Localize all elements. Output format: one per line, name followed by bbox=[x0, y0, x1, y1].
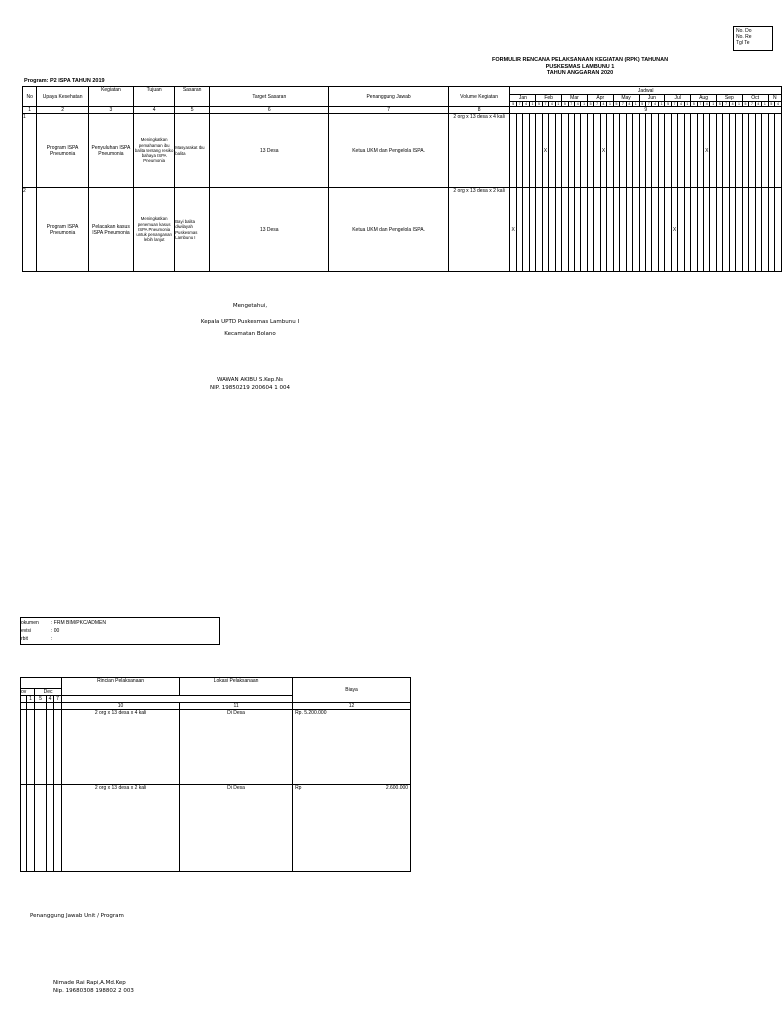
blank-cell bbox=[27, 710, 35, 785]
week-cell: 7 bbox=[568, 102, 574, 107]
schedule-cell bbox=[775, 188, 782, 272]
week-cell: 4 bbox=[549, 102, 555, 107]
week-cell: 4 bbox=[652, 102, 658, 107]
pj-signature bbox=[30, 912, 230, 920]
program-label: Program: P2 ISPA TAHUN 2019 bbox=[24, 78, 105, 84]
header-upaya: Upaya Kesehatan bbox=[37, 87, 88, 107]
col-number-cell: 6 bbox=[210, 107, 329, 114]
doc-info-key: rbit bbox=[21, 636, 28, 642]
tujuan-cell: Meningkatkan pemahaman ibu balita tentang resiko bahaya ISPA Pneumonia bbox=[134, 114, 175, 188]
doc-info-key: okumen bbox=[21, 620, 39, 626]
upaya-kesehatan-cell: Program ISPA Pneumonia bbox=[37, 188, 88, 272]
schedule-mark: X bbox=[671, 188, 677, 272]
doc-number-label: No. Do bbox=[736, 28, 752, 34]
blank-cell bbox=[35, 703, 47, 710]
week-cell: 5 bbox=[742, 102, 748, 107]
target-cell: 13 Desa bbox=[210, 188, 329, 272]
schedule-mark: X bbox=[600, 114, 606, 188]
week-cell: 7 bbox=[54, 696, 62, 703]
month-cell: Oct bbox=[742, 95, 768, 102]
penanggung-jawab-cell: Ketua UKM dan Pengelola ISPA. bbox=[329, 188, 448, 272]
week-cell: 7 bbox=[671, 102, 677, 107]
week-cell: 7 bbox=[594, 102, 600, 107]
blank-cell bbox=[35, 785, 47, 872]
kegiatan-cell: Pelacakan kasus ISPA Pneumonia bbox=[88, 188, 133, 272]
week-cell: 4 bbox=[704, 102, 710, 107]
head-nip: NIP. 19850219 200604 1 004 bbox=[210, 385, 290, 391]
week-cell: 4 bbox=[600, 102, 606, 107]
week-cell: 1 bbox=[581, 102, 587, 107]
col-number-cell: 5 bbox=[175, 107, 210, 114]
week-cell: 4 bbox=[626, 102, 632, 107]
month-cell: Jun bbox=[639, 95, 665, 102]
month-cell: N bbox=[768, 95, 781, 102]
blank-cell bbox=[35, 710, 47, 785]
week-cell: 7 bbox=[645, 102, 651, 107]
blank-cell bbox=[54, 710, 62, 785]
rincian-row2: 2 org x 13 desa x 2 kali bbox=[62, 785, 180, 872]
header-sasaran: Sasaran bbox=[175, 87, 210, 107]
blank-cell bbox=[47, 710, 54, 785]
doc-info-row bbox=[21, 620, 219, 626]
doc-info-value: : 00 bbox=[51, 628, 60, 634]
week-cell: 1 bbox=[529, 102, 535, 107]
week-cell: 4 bbox=[775, 102, 782, 107]
blank-cell bbox=[47, 785, 54, 872]
month-cell: Feb bbox=[536, 95, 562, 102]
col-number-cell: 4 bbox=[134, 107, 175, 114]
doc-info-row bbox=[21, 636, 219, 642]
rincian-table bbox=[20, 677, 411, 872]
week-cell: 4 bbox=[523, 102, 529, 107]
month-cell: Aug bbox=[691, 95, 717, 102]
head-name: WAWAN AKIBU S.Kep.Ns bbox=[216, 377, 284, 383]
doc-date-label: Tgl Te bbox=[736, 40, 750, 46]
week-cell: 7 bbox=[723, 102, 729, 107]
header-jadwal: Jadwal bbox=[510, 87, 782, 95]
week-cell: 5 bbox=[639, 102, 645, 107]
week-cell: 5 bbox=[716, 102, 722, 107]
row-number: 2 bbox=[23, 188, 37, 272]
row-number: 1 bbox=[23, 114, 37, 188]
rpk-table bbox=[22, 86, 782, 272]
kepala-title: Kepala UPTD Puskesmas Lambunu I bbox=[200, 319, 300, 325]
spacer-cell bbox=[62, 696, 293, 703]
month-cell: Apr bbox=[587, 95, 613, 102]
month-dec: Dec bbox=[35, 689, 62, 696]
pj-title: Penanggung Jawab Unit / Program bbox=[30, 913, 124, 919]
col-number-11: 11 bbox=[180, 703, 293, 710]
schedule-mark: X bbox=[542, 114, 548, 188]
mengetahui-text: Mengetahui, bbox=[232, 303, 268, 309]
biaya-row2-wrap bbox=[295, 785, 408, 791]
month-nov: ov bbox=[21, 689, 35, 696]
header-penanggung-jawab: Penanggung Jawab bbox=[329, 87, 448, 107]
kecamatan-text: Kecamatan Bolano bbox=[224, 331, 276, 337]
form-title-line2: PUSKESMAS LAMBUNU 1 bbox=[545, 63, 615, 70]
month-cell: Jul bbox=[665, 95, 691, 102]
biaya-row2-currency: Rp bbox=[295, 785, 302, 791]
biaya-row2 bbox=[293, 785, 411, 872]
kegiatan-cell: Penyuluhan ISPA Pneumonia bbox=[88, 114, 133, 188]
week-cell: 1 bbox=[710, 102, 716, 107]
week-cell: 4 bbox=[47, 696, 54, 703]
week-cell: 1 bbox=[27, 696, 35, 703]
week-cell: 5 bbox=[768, 102, 774, 107]
month-cell: Mar bbox=[562, 95, 588, 102]
head-signature bbox=[180, 302, 320, 392]
week-cell: 5 bbox=[587, 102, 593, 107]
form-title bbox=[440, 57, 720, 77]
upaya-kesehatan-cell: Program ISPA Pneumonia bbox=[37, 114, 88, 188]
week-cell: 5 bbox=[510, 102, 516, 107]
week-cell: 5 bbox=[536, 102, 542, 107]
week-cell: 4 bbox=[755, 102, 761, 107]
lokasi-row2: Di Desa bbox=[180, 785, 293, 872]
schedule-mark: X bbox=[704, 114, 710, 188]
week-cell: 1 bbox=[762, 102, 768, 107]
week-cell: 1 bbox=[658, 102, 664, 107]
header-no: No bbox=[23, 87, 37, 107]
header-rincian: Rincian Pelaksanaan bbox=[62, 678, 180, 696]
sasaran-cell: Masyarakat Ibu balita bbox=[175, 114, 210, 188]
schedule-continuation-header bbox=[21, 678, 62, 689]
form-title-line3: TAHUN ANGGARAN 2020 bbox=[546, 70, 614, 76]
week-cell: 4 bbox=[574, 102, 580, 107]
week-cell: 7 bbox=[542, 102, 548, 107]
doc-info-value: : FRM BIM/PKC/ADMEN bbox=[51, 620, 107, 626]
week-cell: 5 bbox=[665, 102, 671, 107]
pj-nip: Nip. 19680308 198802 2 003 bbox=[53, 988, 134, 994]
col-number-cell: 3 bbox=[88, 107, 133, 114]
schedule-cell bbox=[775, 114, 782, 188]
col-number-cell: 2 bbox=[37, 107, 88, 114]
rincian-row1: 2 org x 13 desa x 4 kali bbox=[62, 710, 180, 785]
week-cell: 1 bbox=[684, 102, 690, 107]
form-title-line1: FORMULIR RENCANA PELAKSANAAN KEGIATAN (RPK) TAHUNAN bbox=[491, 57, 669, 63]
document-number-box bbox=[733, 26, 773, 51]
week-cell: 5 bbox=[35, 696, 47, 703]
blank-cell bbox=[27, 785, 35, 872]
tujuan-cell: Meningkatkan penemuan kasus ISPA Pneumonia untuk penanganan lebih lanjut bbox=[134, 188, 175, 272]
doc-info-row bbox=[21, 628, 219, 634]
header-tujuan: Tujuan bbox=[134, 87, 175, 107]
volume-cell: 2 org x 13 desa x 4 kali bbox=[448, 114, 510, 188]
header-biaya: Biaya bbox=[293, 678, 411, 703]
sasaran-cell: Bayi balita diwilayah Puskesmas Lambunu I bbox=[175, 188, 210, 272]
blank-cell bbox=[47, 703, 54, 710]
week-cell: 1 bbox=[607, 102, 613, 107]
col-number-cell: 7 bbox=[329, 107, 448, 114]
doc-revision-label: No. Re bbox=[736, 34, 752, 40]
week-cell: 1 bbox=[736, 102, 742, 107]
col-number-cell: 1 bbox=[23, 107, 37, 114]
blank-cell bbox=[54, 785, 62, 872]
schedule-mark: X bbox=[510, 188, 516, 272]
doc-info-key: evisi bbox=[21, 628, 32, 634]
col-number-cell: 9 bbox=[510, 107, 782, 114]
week-cell: 7 bbox=[620, 102, 626, 107]
col-number-10: 10 bbox=[62, 703, 180, 710]
col-number-12: 12 bbox=[293, 703, 411, 710]
month-cell: Jan bbox=[510, 95, 536, 102]
biaya-row1: Rp. 5.200.000 bbox=[293, 710, 411, 785]
week-cell: 4 bbox=[678, 102, 684, 107]
week-cell: 5 bbox=[613, 102, 619, 107]
pj-name: Nimade Rai Rapi,A.Md.Kep bbox=[53, 980, 126, 986]
biaya-row2-amount: 2.600.000 bbox=[385, 785, 409, 791]
header-volume: Volume Kegiatan bbox=[448, 87, 510, 107]
header-kegiatan: Kegiatan bbox=[88, 87, 133, 107]
volume-cell: 2 org x 13 desa x 2 kali bbox=[448, 188, 510, 272]
doc-info-value: : bbox=[51, 636, 53, 642]
target-cell: 13 Desa bbox=[210, 114, 329, 188]
header-target: Target Sasaran bbox=[210, 87, 329, 107]
month-cell: Sep bbox=[716, 95, 742, 102]
week-cell: 7 bbox=[516, 102, 522, 107]
document-info-box bbox=[20, 617, 220, 645]
penanggung-jawab-cell: Ketua UKM dan Pengelola ISPA. bbox=[329, 114, 448, 188]
week-cell: 5 bbox=[562, 102, 568, 107]
week-cell: 7 bbox=[697, 102, 703, 107]
lokasi-row1: Di Desa bbox=[180, 710, 293, 785]
week-cell: 4 bbox=[729, 102, 735, 107]
pj-name-block bbox=[53, 979, 253, 995]
header-lokasi: Lokasi Pelaksanaan bbox=[180, 678, 293, 696]
col-number-cell: 8 bbox=[448, 107, 510, 114]
week-cell: 1 bbox=[555, 102, 561, 107]
week-cell: 5 bbox=[691, 102, 697, 107]
blank-cell bbox=[27, 703, 35, 710]
month-cell: May bbox=[613, 95, 639, 102]
week-cell: 1 bbox=[633, 102, 639, 107]
week-cell: 7 bbox=[749, 102, 755, 107]
blank-cell bbox=[54, 703, 62, 710]
